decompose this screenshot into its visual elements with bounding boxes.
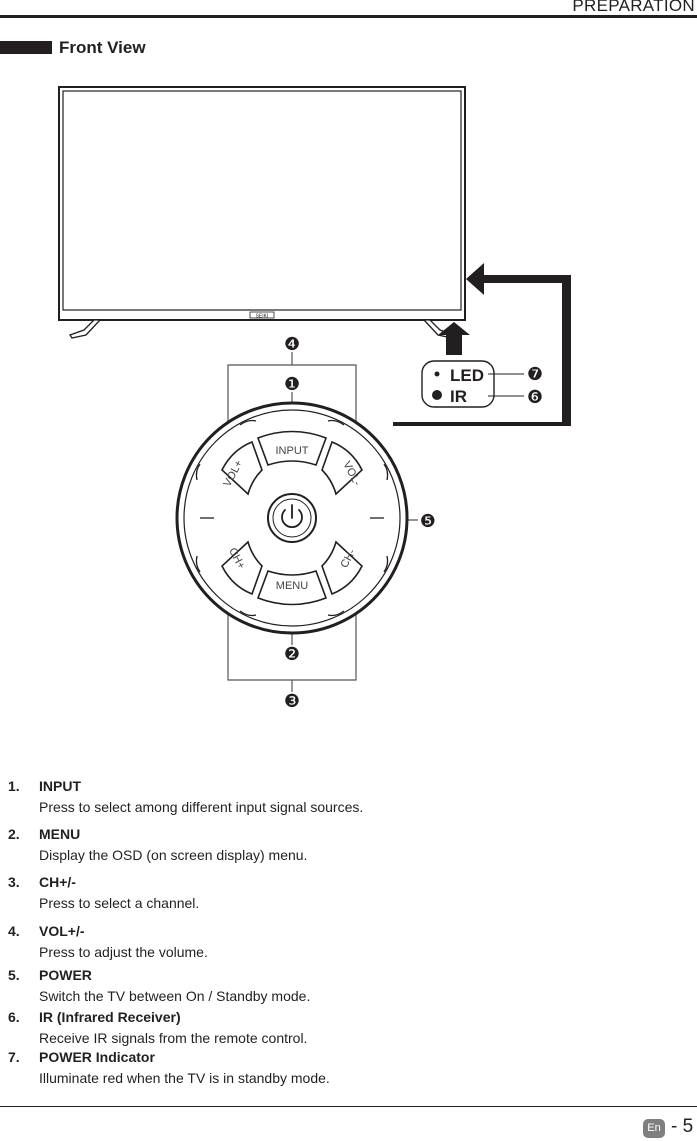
language-badge: En [643, 1119, 665, 1138]
item-title: POWER [39, 967, 92, 983]
item-title: CH+/- [39, 874, 76, 890]
item-description: Press to select a channel. [39, 895, 200, 911]
item-number: 2. [8, 826, 20, 842]
item-number: 5. [8, 967, 20, 983]
item-number: 4. [8, 923, 20, 939]
item-description: Display the OSD (on screen display) menu. [39, 847, 308, 863]
front-view-diagram [0, 70, 697, 720]
tv-logo: SEIKI [255, 313, 269, 320]
arrow-shaft-vertical [562, 275, 571, 426]
input-button-label: INPUT [275, 445, 309, 457]
vol-minus-label: VOL- [340, 459, 363, 488]
section-marker-bar [0, 41, 52, 54]
control-dial [177, 403, 407, 633]
led-dot-icon [435, 372, 440, 377]
callout-5: ❺ [419, 511, 437, 532]
menu-button-label: MENU [275, 580, 309, 592]
ir-label: IR [450, 387, 467, 406]
callout-3: ❸ [283, 691, 301, 712]
up-arrow-icon [438, 322, 470, 355]
callout-6: ❻ [526, 387, 544, 408]
item-number: 7. [8, 1049, 20, 1065]
item-title: VOL+/- [39, 923, 85, 939]
section-title: Front View [59, 38, 146, 57]
item-title: POWER Indicator [39, 1049, 155, 1065]
ch-plus-label: CH+ [226, 545, 248, 572]
page-number: - 5 [671, 1116, 694, 1137]
tv-stand-left [70, 320, 100, 338]
ch-minus-label: CH- [338, 547, 359, 571]
callout-1: ❶ [283, 374, 301, 395]
item-description: Illuminate red when the TV is in standby mode. [39, 1070, 330, 1086]
tv-illustration [59, 87, 465, 338]
item-number: 1. [8, 778, 20, 794]
vol-plus-label: VOL+ [221, 458, 246, 489]
item-description: Press to select among different input signal sources. [39, 799, 364, 815]
item-title: IR (Infrared Receiver) [39, 1009, 181, 1025]
section-header: PREPARATION [572, 0, 695, 15]
led-label: LED [450, 366, 484, 385]
ir-dot-icon [432, 390, 442, 400]
item-number: 6. [8, 1009, 20, 1025]
item-description: Receive IR signals from the remote control. [39, 1030, 308, 1046]
item-title: MENU [39, 826, 81, 842]
callout-7: ❼ [526, 364, 544, 385]
callout-4: ❹ [283, 334, 301, 355]
item-description: Switch the TV between On / Standby mode. [39, 988, 311, 1004]
tv-screen [63, 91, 461, 310]
header-rule [0, 15, 697, 18]
callout-2: ❷ [283, 644, 301, 665]
item-title: INPUT [39, 778, 81, 794]
arrow-shaft [484, 275, 571, 283]
footer-rule [0, 1106, 697, 1107]
item-description: Press to adjust the volume. [39, 944, 208, 960]
item-number: 3. [8, 874, 20, 890]
